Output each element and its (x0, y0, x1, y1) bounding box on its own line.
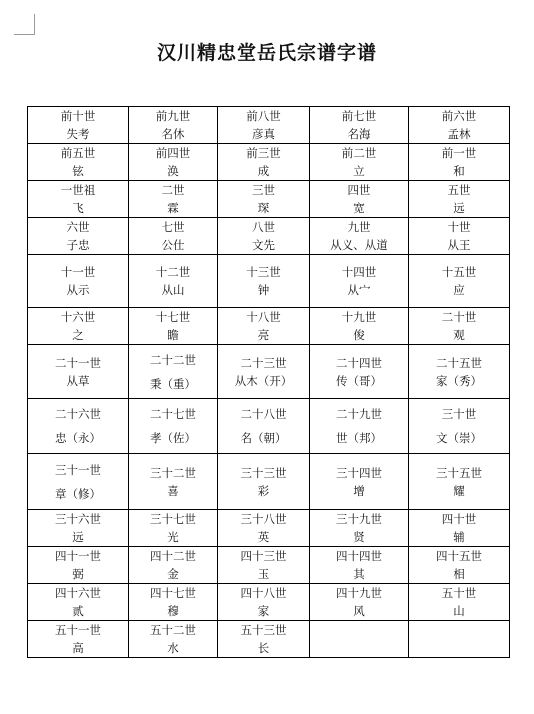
table-cell (218, 107, 310, 144)
generation-label: 四十二世 (150, 549, 196, 563)
generation-label: 五十三世 (240, 623, 287, 637)
table-cell (28, 547, 129, 584)
table-cell (409, 510, 510, 547)
table-cell (218, 255, 310, 308)
table-cell (409, 454, 510, 510)
table-row (28, 547, 510, 584)
generation-label: 前四世 (155, 146, 191, 160)
generation-label: 三世 (252, 183, 275, 197)
table-cell (28, 107, 129, 144)
table-row (28, 107, 510, 144)
generation-label: 三十五世 (436, 465, 482, 480)
generation-label: 二十七世 (150, 407, 196, 421)
table-cell (310, 584, 409, 621)
generation-label: 四十六世 (55, 586, 101, 600)
generation-label: 十四世 (341, 265, 377, 279)
table-cell (129, 547, 218, 584)
table-cell (129, 510, 218, 547)
generation-name: 孟林 (447, 127, 471, 141)
table-cell (28, 181, 129, 218)
generation-name: 瞻 (167, 328, 179, 342)
generation-name: 高 (72, 641, 84, 655)
generation-name: 从义、从道 (330, 238, 388, 252)
table-cell (218, 454, 310, 510)
generation-name: 弼 (72, 567, 84, 581)
table-cell (409, 621, 510, 658)
table-cell (409, 107, 510, 144)
table-cell (28, 218, 129, 255)
table-cell (310, 454, 409, 510)
generation-label: 二十九世 (336, 407, 382, 421)
table-cell (129, 399, 218, 454)
generation-name: 从宀 (347, 283, 371, 297)
generation-label: 十六世 (60, 310, 96, 324)
generation-name: 其 (353, 567, 365, 581)
table-row (28, 144, 510, 181)
generation-label: 五十世 (441, 586, 477, 600)
generation-name: 章（修） (55, 486, 101, 501)
generation-label: 三十一世 (55, 462, 101, 477)
generation-label: 三十七世 (150, 512, 196, 526)
document-title: 汉川精忠堂岳氏宗谱字谱 (156, 42, 377, 64)
generation-label: 前二世 (341, 146, 377, 160)
generation-label: 前七世 (341, 109, 377, 123)
generation-name: 从木（开） (234, 373, 293, 388)
generation-label: 十八世 (246, 310, 281, 324)
table-row (28, 621, 510, 658)
generation-name: 子忠 (66, 238, 90, 252)
generation-label: 五十一世 (55, 623, 101, 637)
generation-label: 十三世 (246, 265, 281, 279)
generation-name: 文先 (252, 238, 275, 252)
generation-label: 二世 (161, 183, 185, 197)
generation-label: 八世 (252, 220, 275, 234)
generation-label: 九世 (347, 220, 371, 234)
table-row (28, 181, 510, 218)
table-cell (28, 255, 129, 308)
table-cell (409, 218, 510, 255)
generation-name: 铉 (72, 164, 84, 178)
table-cell (310, 308, 409, 345)
generation-name: 远 (72, 530, 84, 544)
table-row (28, 255, 510, 308)
table-cell (129, 144, 218, 181)
generation-label: 三十九世 (336, 512, 382, 526)
generation-name: 霖 (167, 201, 179, 215)
generation-label: 四十四世 (336, 549, 382, 563)
generation-name: 成 (257, 164, 270, 178)
generation-name: 耀 (453, 483, 465, 498)
table-cell (129, 218, 218, 255)
generation-label: 四十三世 (240, 549, 287, 563)
generation-name: 秉（重） (150, 376, 196, 391)
generation-label: 二十五世 (436, 355, 482, 370)
generation-name: 名海 (347, 127, 371, 141)
generation-label: 前六世 (441, 109, 477, 123)
page-corner-mark (14, 14, 35, 35)
generation-name: 公仕 (161, 238, 185, 252)
generation-label: 二十四世 (336, 355, 382, 370)
generation-label: 一世祖 (60, 183, 96, 197)
table-row (28, 308, 510, 345)
generation-name: 名（朝） (240, 431, 287, 445)
generation-name: 俊 (353, 328, 365, 342)
generation-label: 五十二世 (150, 623, 196, 637)
generation-label: 四十五世 (436, 549, 482, 563)
table-cell (310, 345, 409, 399)
generation-label: 四世 (347, 183, 371, 197)
generation-name: 增 (353, 483, 365, 498)
table-cell (310, 255, 409, 308)
generation-name: 和 (453, 164, 465, 178)
table-cell (310, 510, 409, 547)
generation-name: 涣 (167, 164, 179, 178)
table-cell (129, 107, 218, 144)
generation-name: 水 (167, 641, 179, 655)
generation-label: 十九世 (341, 310, 377, 324)
generation-name: 从王 (447, 238, 471, 252)
table-cell (218, 308, 310, 345)
table-cell (129, 255, 218, 308)
generation-label: 三十三世 (240, 465, 287, 480)
generation-name: 从草 (66, 373, 90, 388)
table-cell (218, 345, 310, 399)
generation-label: 三十二世 (150, 465, 196, 480)
generation-name: 钟 (257, 283, 270, 297)
generation-name: 金 (167, 567, 179, 581)
table-cell (409, 584, 510, 621)
table-cell (310, 399, 409, 454)
generation-label: 二十八世 (240, 407, 287, 421)
generation-name: 风 (353, 604, 365, 618)
generation-label: 十二世 (155, 265, 191, 279)
generation-label: 二十六世 (55, 407, 101, 421)
generation-name: 彩 (257, 483, 270, 498)
table-cell (218, 181, 310, 218)
table-cell (129, 345, 218, 399)
generation-label: 七世 (161, 220, 185, 234)
generation-label: 四十八世 (240, 586, 287, 600)
table-cell (218, 399, 310, 454)
generation-label: 前八世 (246, 109, 281, 123)
table-cell (409, 308, 510, 345)
generation-name: 观 (453, 328, 465, 342)
generation-label: 六世 (66, 220, 90, 234)
generation-name: 英 (257, 530, 270, 544)
generation-label: 十七世 (155, 310, 191, 324)
generation-name: 山 (453, 604, 465, 618)
table-cell (409, 255, 510, 308)
table-cell (310, 621, 409, 658)
generation-name: 相 (453, 567, 465, 581)
generation-name: 忠（永） (55, 431, 101, 445)
generation-name: 琛 (257, 201, 270, 215)
generation-name-table (27, 106, 510, 658)
table-cell (409, 399, 510, 454)
generation-label: 三十四世 (336, 465, 382, 480)
generation-label: 二十一世 (55, 355, 101, 370)
table-cell (28, 621, 129, 658)
generation-label: 十世 (447, 220, 471, 234)
generation-label: 前一世 (441, 146, 477, 160)
generation-name: 贤 (353, 530, 365, 544)
generation-label: 三十八世 (240, 512, 287, 526)
generation-label: 前三世 (246, 146, 281, 160)
table-cell (409, 144, 510, 181)
table-cell (218, 584, 310, 621)
table-cell (129, 181, 218, 218)
generation-name: 亮 (257, 328, 270, 342)
generation-name: 辅 (453, 530, 465, 544)
generation-name: 传（哥） (336, 373, 382, 388)
generation-name: 之 (72, 328, 84, 342)
generation-label: 前五世 (60, 146, 96, 160)
generation-label: 四十一世 (55, 549, 101, 563)
generation-label: 二十三世 (240, 355, 287, 370)
table-cell (409, 547, 510, 584)
generation-name: 家 (257, 604, 270, 618)
generation-label: 十五世 (441, 265, 477, 279)
table-cell (129, 454, 218, 510)
generation-label: 二十世 (441, 310, 477, 324)
generation-label: 前十世 (60, 109, 96, 123)
table-cell (409, 345, 510, 399)
generation-label: 四十世 (441, 512, 477, 526)
generation-name: 贰 (72, 604, 84, 618)
generation-name: 彦真 (252, 127, 275, 141)
table-cell (218, 144, 310, 181)
generation-name: 孝（佐） (150, 431, 196, 445)
table-cell (218, 547, 310, 584)
generation-label: 四十七世 (150, 586, 196, 600)
table-cell (310, 181, 409, 218)
table-cell (28, 345, 129, 399)
generation-name: 立 (353, 164, 365, 178)
generation-name: 宽 (353, 201, 365, 215)
table-row (28, 218, 510, 255)
table-row (28, 454, 510, 510)
generation-name: 文（崇） (436, 431, 482, 445)
generation-label: 二十二世 (150, 352, 196, 367)
generation-name: 从山 (161, 283, 185, 297)
table-cell (129, 584, 218, 621)
generation-label: 前九世 (155, 109, 191, 123)
generation-label: 十一世 (60, 265, 96, 279)
generation-name: 喜 (167, 483, 179, 498)
table-cell (28, 510, 129, 547)
generation-name: 长 (257, 641, 270, 655)
generation-name: 穆 (167, 604, 179, 618)
table-cell (310, 144, 409, 181)
table-cell (310, 547, 409, 584)
generation-name: 失考 (66, 127, 90, 141)
table-cell (28, 584, 129, 621)
table-cell (28, 399, 129, 454)
generation-name: 名休 (161, 127, 185, 141)
generation-label: 五世 (447, 183, 471, 197)
table-row (28, 584, 510, 621)
generation-name: 飞 (72, 201, 84, 215)
table-cell (129, 308, 218, 345)
table-cell (28, 308, 129, 345)
generation-name: 光 (167, 530, 179, 544)
generation-name: 家（秀） (436, 373, 482, 388)
table-row (28, 510, 510, 547)
generation-label: 四十九世 (336, 586, 382, 600)
table-cell (218, 621, 310, 658)
table-row (28, 345, 510, 399)
table-cell (28, 454, 129, 510)
generation-name: 远 (453, 201, 465, 215)
generation-name: 世（邦） (336, 431, 382, 445)
generation-label: 三十世 (441, 407, 477, 421)
table-cell (310, 107, 409, 144)
table-row (28, 399, 510, 454)
table-cell (218, 218, 310, 255)
table-cell (310, 218, 409, 255)
table-cell (28, 144, 129, 181)
generation-name: 从示 (66, 283, 90, 297)
table-cell (129, 621, 218, 658)
generation-name: 应 (453, 283, 465, 297)
generation-name: 玉 (257, 567, 270, 581)
table-cell (409, 181, 510, 218)
generation-label: 三十六世 (55, 512, 101, 526)
table-cell (218, 510, 310, 547)
